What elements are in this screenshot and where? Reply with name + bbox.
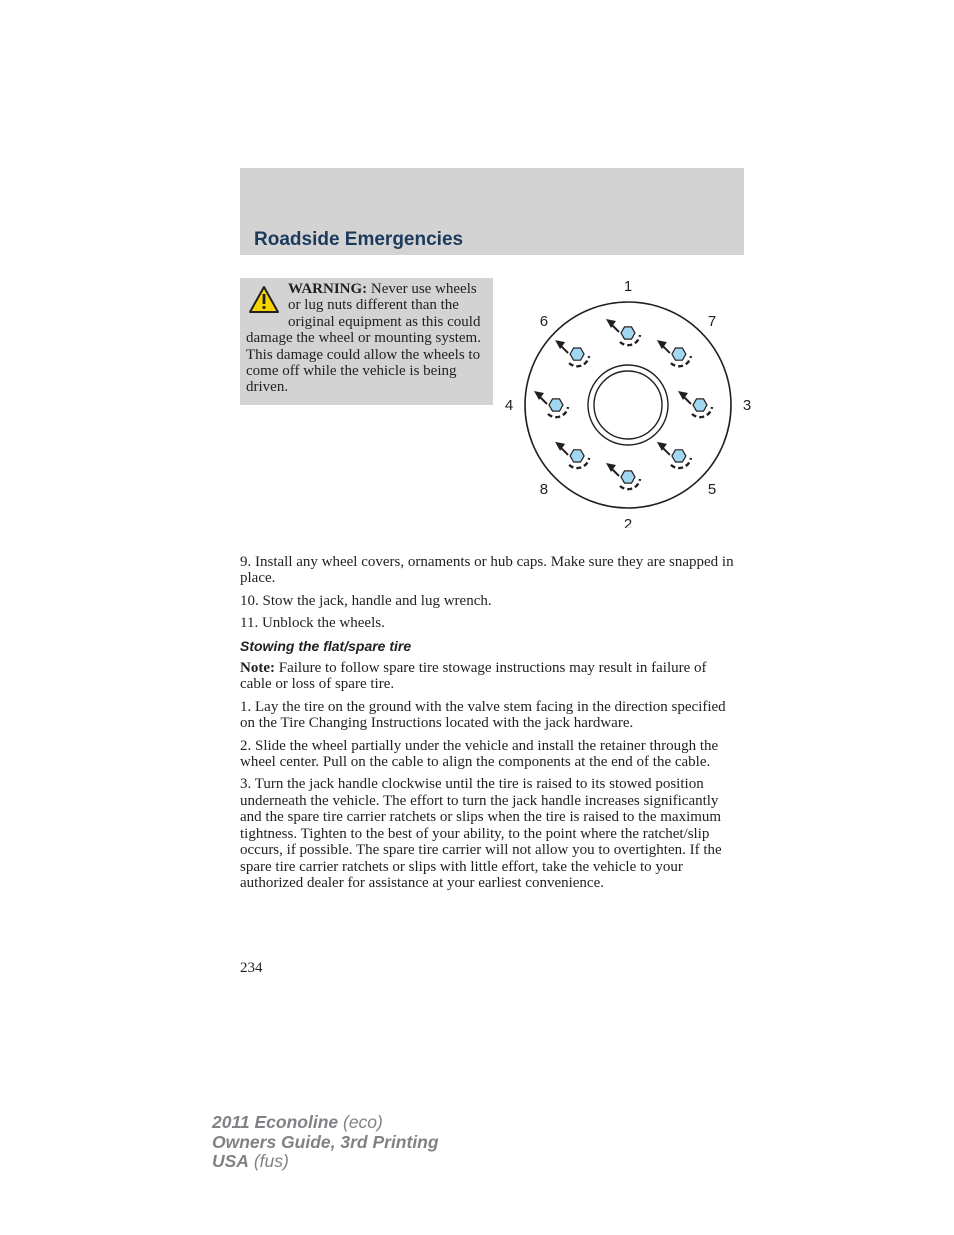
footer-line-1 bbox=[212, 1113, 439, 1133]
footer-line-2 bbox=[212, 1133, 439, 1153]
footer-model: 2011 Econoline bbox=[212, 1112, 339, 1132]
body-text bbox=[240, 554, 740, 897]
page-number: 234 bbox=[240, 960, 263, 976]
footer-model-code: (eco) bbox=[343, 1112, 383, 1132]
note-text: Failure to follow spare tire stowage instructions may result in failure of cable or loss of spare tire. bbox=[240, 660, 707, 693]
footer-guide: Owners Guide, 3rd Printing bbox=[212, 1131, 439, 1152]
footer-market-code: (fus) bbox=[253, 1151, 289, 1171]
footer-market: USA bbox=[212, 1151, 249, 1171]
stowing-step-1: 1. Lay the tire on the ground with the valve stem facing in the direction specified on the Tire Changing Instructions located with the jack hardware. bbox=[240, 698, 726, 732]
warning-label: WARNING: bbox=[288, 281, 368, 297]
stowing-step-3: 3. Turn the jack handle clockwise until the tire is raised to its stowed position underneath the vehicle. The effort to turn the jack handle increases significantly and the spare tire carrier ratchets or slips when the tire is raised to the maximum tightness. Tighten to the best of your ability, to the point where the ratchet/slip occurs, if possible. The spare tire carrier will not allow you to overtighten. If the spare tire carrier ratchets or slips with little effort, take the vehicle to your authorized dealer for assistance at your earliest convenience. bbox=[240, 776, 722, 891]
lug-number-4: 4 bbox=[504, 397, 514, 414]
stowing-heading: Stowing the flat/spare tire bbox=[240, 637, 412, 654]
lug-number-3: 3 bbox=[742, 397, 752, 414]
step-11: 11. Unblock the wheels. bbox=[240, 615, 385, 632]
note-label: Note: bbox=[240, 660, 275, 677]
step-10: 10. Stow the jack, handle and lug wrench. bbox=[240, 592, 492, 609]
footer-line-3 bbox=[212, 1152, 439, 1172]
lug-number-7: 7 bbox=[707, 312, 717, 330]
step-9: 9. Install any wheel covers, ornaments or hub caps. Make sure they are snapped in place. bbox=[240, 554, 734, 587]
lug-nut-tightening-sequence-diagram bbox=[500, 272, 756, 528]
lug-number-6: 6 bbox=[539, 312, 549, 330]
warning-box bbox=[240, 278, 493, 405]
warning-triangle-icon bbox=[248, 285, 282, 319]
stowing-note bbox=[240, 660, 740, 693]
lug-number-2: 2 bbox=[623, 516, 633, 528]
footer bbox=[212, 1113, 439, 1172]
lug-number-5: 5 bbox=[707, 481, 717, 499]
lug-number-1: 1 bbox=[623, 278, 633, 295]
lug-number-8: 8 bbox=[539, 481, 549, 499]
section-title: Roadside Emergencies bbox=[254, 229, 464, 250]
section-header-band bbox=[240, 168, 744, 255]
warning-text: Never use wheels or lug nuts different than the original equipment as this could damage the wheel or mounting system. This damage could allow the wheels to come off while the vehicle is being driven. bbox=[246, 281, 481, 396]
stowing-step-2: 2. Slide the wheel partially under the vehicle and install the retainer through the wheel center. Pull on the cable to align the components at the end of the cable. bbox=[240, 737, 719, 771]
wheel-hub-inner bbox=[594, 371, 662, 439]
